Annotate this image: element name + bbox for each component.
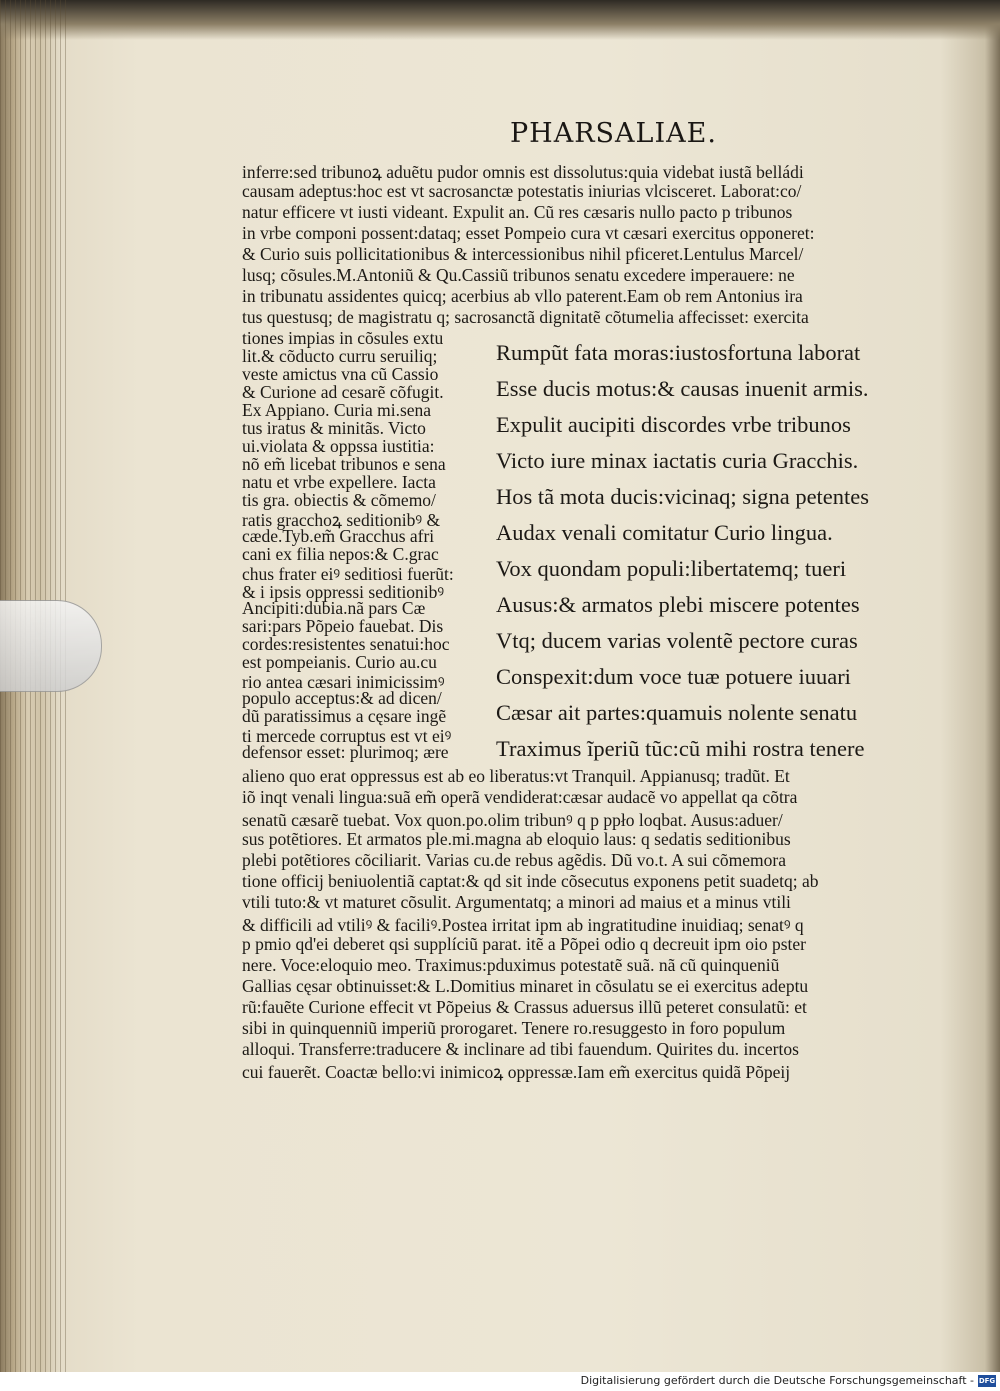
- running-header: PHARSALIAE.: [510, 118, 717, 149]
- commentary-line: senatũ cæsarẽ tuebat. Vox quon.po.olim tribunꝰ q p ppło loqbat. Ausus:aduer/: [242, 810, 783, 830]
- commentary-left-line: & i ipsis oppressi seditionibꝰ: [242, 582, 445, 602]
- commentary-line: sus potẽtiores. Et armatos ple.mi.magna ab eloquio laus: q sedatis seditionibus: [242, 829, 791, 849]
- commentary-left-line: rio antea cæsari inimicissimꝰ: [242, 672, 445, 692]
- commentary-left-line: lit.& cõducto curru seruiliq;: [242, 346, 438, 366]
- commentary-line: tus questusq; de magistratu q; sacrosanctã dignitatẽ cõtumelia affecisset: exercita: [242, 307, 809, 327]
- verse-line: Cæsar ait partes:quamuis nolente senatu: [496, 700, 858, 725]
- verse-line: Expulit aucipiti discordes vrbe tribunos: [496, 412, 851, 437]
- commentary-left-line: cani ex filia nepos:& C.grac: [242, 544, 439, 564]
- commentary-line: p pmio qd'ei deberet qsi supplíciũ parat. itẽ a Põpei odio q decreuit ipm oio pster: [242, 934, 806, 954]
- commentary-line: causam adeptus:hoc est vt sacrosanctæ potestatis iniurias vlcisceret. Laborat:co/: [242, 181, 802, 201]
- verse-line: Victo iure minax iactatis curia Gracchis.: [496, 448, 859, 473]
- verse-line: Vox quondam populi:libertatemq; tueri: [496, 556, 847, 581]
- verse-line: Conspexit:dum voce tuæ potuere iuuari: [496, 664, 851, 689]
- commentary-line: cui fauerẽt. Coactæ bello:vi inimicoꝝ oppressæ.Iam em̃ exercitus quidã Põpeij: [242, 1062, 791, 1082]
- commentary-line: in vrbe componi possent:dataq; esset Pompeio cura vt cæsari exercitus opponeret:: [242, 223, 815, 243]
- commentary-line: natur efficere vt iusti videant. Expulit an. Cũ res cæsaris nullo pacto p tribunos: [242, 202, 793, 222]
- commentary-left-line: veste amictus vna cũ Cassio: [242, 364, 439, 384]
- commentary-line: plebi potẽtiores cõciliarit. Varias cu.de rebus agẽdis. Dũ vo.t. A sui cõmemora: [242, 850, 786, 870]
- verse-line: Hos tã mota ducis:vicinaq; signa petentes: [496, 484, 870, 509]
- commentary-line: lusq; cõsules.M.Antoniũ & Qu.Cassiũ tribunos senatu excedere imperauere: ne: [242, 265, 795, 285]
- verse-line: Esse ducis motus:& causas inuenit armis.: [496, 376, 869, 401]
- commentary-left-line: cordes:resistentes senatui:hoc: [242, 634, 450, 654]
- commentary-line: vtili tuto:& vt maturet cõsulit. Argumentatq; a minori ad maius et a minus vtili: [242, 892, 791, 912]
- commentary-line: Gallias cęsar obtinuisset:& L.Domitius minaret in cõsulatu se ei exercitus adeptu: [242, 976, 809, 996]
- commentary-left-line: ti mercede corruptus est vt eiꝰ: [242, 726, 452, 746]
- verse-line: Traximus ĩperiũ tũc:cũ mihi rostra tenere: [496, 736, 865, 761]
- commentary-line: nere. Voce:eloquio meo. Traximus:pduximus potestatẽ suã. nã cũ quinqueniũ: [242, 955, 780, 975]
- commentary-left-line: Ancipiti:dubia.nã pars Cæ: [242, 598, 426, 618]
- commentary-line: & Curio suis pollicitationibus & intercessionibus nihil pficeret.Lentulus Marcel/: [242, 244, 804, 264]
- commentary-left-line: ui.violata & oppssa iustitia:: [242, 436, 435, 456]
- dfg-logo: DFG: [978, 1377, 996, 1385]
- verse-line: Rumpũt fata moras:iustosfortuna laborat: [496, 340, 861, 365]
- footer-credit: Digitalisierung gefördert durch die Deutsche Forschungsgemeinschaft -: [580, 1374, 974, 1387]
- commentary-line: alloqui. Transferre:traducere & inclinare ad tibi fauendum. Quirites du. incertos: [242, 1039, 799, 1059]
- paper-clip: [0, 600, 102, 692]
- commentary-line: in tribunatu assidentes quicq; acerbius ab vllo paterent.Eam ob rem Antonius ira: [242, 286, 803, 306]
- commentary-left-line: defensor esset: plurimoq; ære: [242, 742, 449, 762]
- commentary-left-line: Ex Appiano. Curia mi.sena: [242, 400, 432, 420]
- commentary-left-line: dũ paratissimus a cęsare ingẽ: [242, 706, 447, 726]
- commentary-line: iõ inqt venali lingua:suã em̃ operã vendiderat:cæsar audacẽ vo appellat qa cõtra: [242, 787, 798, 807]
- commentary-left-line: est pompeianis. Curio au.cu: [242, 652, 437, 672]
- verse-line: Ausus:& armatos plebi miscere potentes: [496, 592, 860, 617]
- commentary-line: inferre:sed tribunoꝝ aduẽtu pudor omnis est dissolutus:quia videbat iustã belládi: [242, 162, 804, 182]
- commentary-line: sibi in quinquenniũ imperiũ prorogaret. Tenere ro.resuggesto in foro populum: [242, 1018, 786, 1038]
- commentary-left-line: tus iratus & minitãs. Victo: [242, 418, 426, 438]
- commentary-line: tione officij beniuolentiã captat:& qd sit inde cõsecutus exponens petit suadetq; ab: [242, 871, 819, 891]
- verse-line: Audax venali comitatur Curio lingua.: [496, 520, 833, 545]
- commentary-left-line: & Curione ad cesarẽ cõfugit.: [242, 382, 444, 402]
- commentary-left-line: nõ em̃ licebat tribunos e sena: [242, 454, 446, 474]
- commentary-line: rũ:fauẽte Curione effecit vt Põpeius & Crassus aduersus illũ peteret consulatũ: et: [242, 997, 807, 1017]
- commentary-line: & difficili ad vtiliꝰ & faciliꝰ.Postea irritat ipm ab ingratitudine inuidiaq; senatꝰ q: [242, 915, 804, 935]
- commentary-left-line: cæde.Tyb.em̃ Gracchus afri: [242, 526, 435, 546]
- commentary-left-line: populo acceptus:& ad dicen/: [242, 688, 442, 708]
- footer-bar: [0, 1372, 1000, 1391]
- commentary-left-line: ratis gracchoꝝ seditionibꝰ &: [242, 510, 441, 530]
- commentary-left-line: natu et vrbe expellere. Iacta: [242, 472, 436, 492]
- commentary-left-line: sari:pars Põpeio fauebat. Dis: [242, 616, 444, 636]
- commentary-line: alieno quo erat oppressus est ab eo liberatus:vt Tranquil. Appianusq; tradũt. Et: [242, 766, 790, 786]
- commentary-left-line: chus frater eiꝰ seditiosi fuerũt:: [242, 564, 454, 584]
- top-shadow: [0, 0, 1000, 40]
- verse-line: Vtq; ducem varias volentẽ pectore curas: [496, 628, 858, 653]
- commentary-left-line: tis gra. obiectis & cõmemo/: [242, 490, 436, 510]
- commentary-left-line: tiones impias in cõsules extu: [242, 328, 444, 348]
